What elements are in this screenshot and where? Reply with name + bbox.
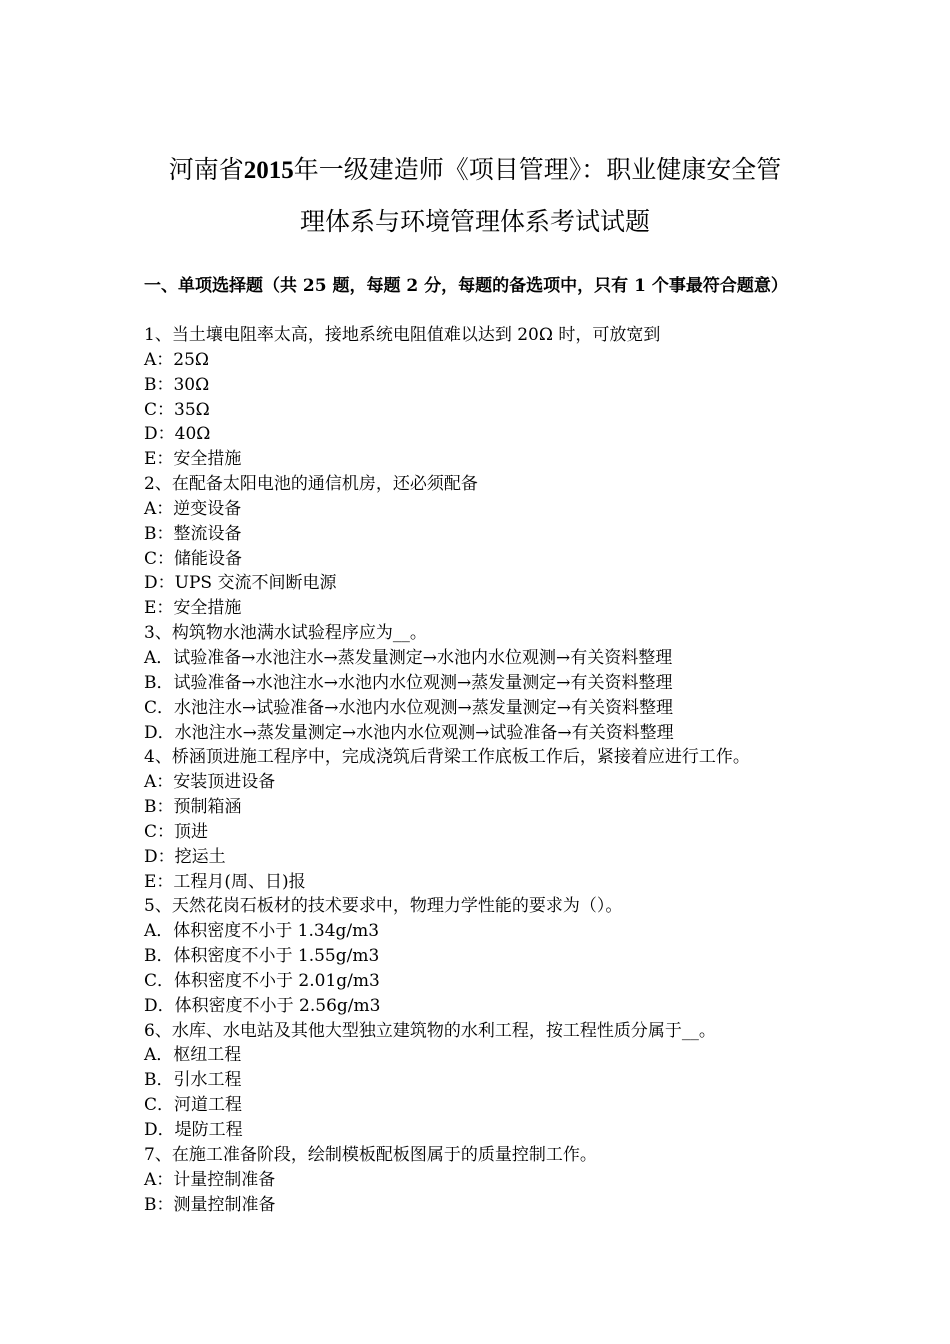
answer-option: D：挖运土 (144, 846, 226, 867)
answer-option: B：测量控制准备 (144, 1194, 276, 1215)
answer-option: D：UPS 交流不间断电源 (144, 573, 337, 594)
answer-option: A．体积密度不小于 1.34g/m3 (144, 921, 380, 942)
answer-option: D：40Ω (144, 424, 211, 445)
title-year: 2015 (243, 157, 294, 184)
answer-option: E：安全措施 (144, 449, 242, 470)
answer-option: B：整流设备 (144, 523, 242, 544)
question-text: 2、在配备太阳电池的通信机房，还必须配备 (144, 474, 478, 495)
document-title-line-1 (110, 155, 840, 186)
answer-option: A：计量控制准备 (144, 1169, 276, 1190)
question-text: 3、构筑物水池满水试验程序应为__。 (144, 623, 427, 644)
answer-option: D．水池注水→蒸发量测定→水池内水位观测→试验准备→有关资料整理 (144, 722, 674, 743)
question-text: 7、在施工准备阶段，绘制模板配板图属于的质量控制工作。 (144, 1144, 597, 1165)
answer-option: B．试验准备→水池注水→水池内水位观测→蒸发量测定→有关资料整理 (144, 672, 673, 693)
answer-option: B：30Ω (144, 374, 210, 395)
answer-option: B．引水工程 (144, 1070, 242, 1091)
answer-option: E：安全措施 (144, 598, 242, 619)
question-text: 6、水库、水电站及其他大型独立建筑物的水利工程，按工程性质分属于__。 (144, 1020, 716, 1041)
answer-option: A．枢纽工程 (144, 1045, 242, 1066)
answer-option: A：逆变设备 (144, 498, 242, 519)
answer-option: D．体积密度不小于 2.56g/m3 (144, 995, 381, 1016)
answer-option: E：工程月(周、日)报 (144, 871, 306, 892)
question-text: 5、天然花岗石板材的技术要求中，物理力学性能的要求为（）。 (144, 896, 623, 917)
answer-option: A：25Ω (144, 349, 210, 370)
answer-option: D．堤防工程 (144, 1120, 243, 1140)
question-list (144, 323, 844, 1217)
answer-option: A：安装顶进设备 (144, 772, 276, 793)
answer-option: B．体积密度不小于 1.55g/m3 (144, 946, 380, 967)
section-heading: 一、单项选择题（共 25 题，每题 2 分，每题的备选项中，只有 1 个事最符合题意） (144, 276, 788, 296)
title-suffix: 年一级建造师《项目管理》：职业健康安全管 (293, 155, 782, 184)
answer-option: C．河道工程 (144, 1095, 243, 1116)
title-prefix: 河南省 (168, 155, 244, 184)
question-text: 4、桥涵顶进施工程序中，完成浇筑后背梁工作底板工作后，紧接着应进行工作。 (144, 747, 750, 768)
document-title-line-2: 理体系与环境管理体系考试试题 (299, 207, 650, 236)
answer-option: C：顶进 (144, 821, 209, 842)
answer-option: C：储能设备 (144, 548, 243, 569)
answer-option: A．试验准备→水池注水→蒸发量测定→水池内水位观测→有关资料整理 (144, 647, 673, 668)
answer-option: B：预制箱涵 (144, 797, 242, 818)
answer-option: C：35Ω (144, 399, 210, 420)
answer-option: C．水池注水→试验准备→水池内水位观测→蒸发量测定→有关资料整理 (144, 697, 673, 718)
answer-option: C．体积密度不小于 2.01g/m3 (144, 970, 380, 991)
question-text: 1、当土壤电阻率太高，接地系统电阻值难以达到 20Ω 时，可放宽到 (144, 325, 661, 345)
